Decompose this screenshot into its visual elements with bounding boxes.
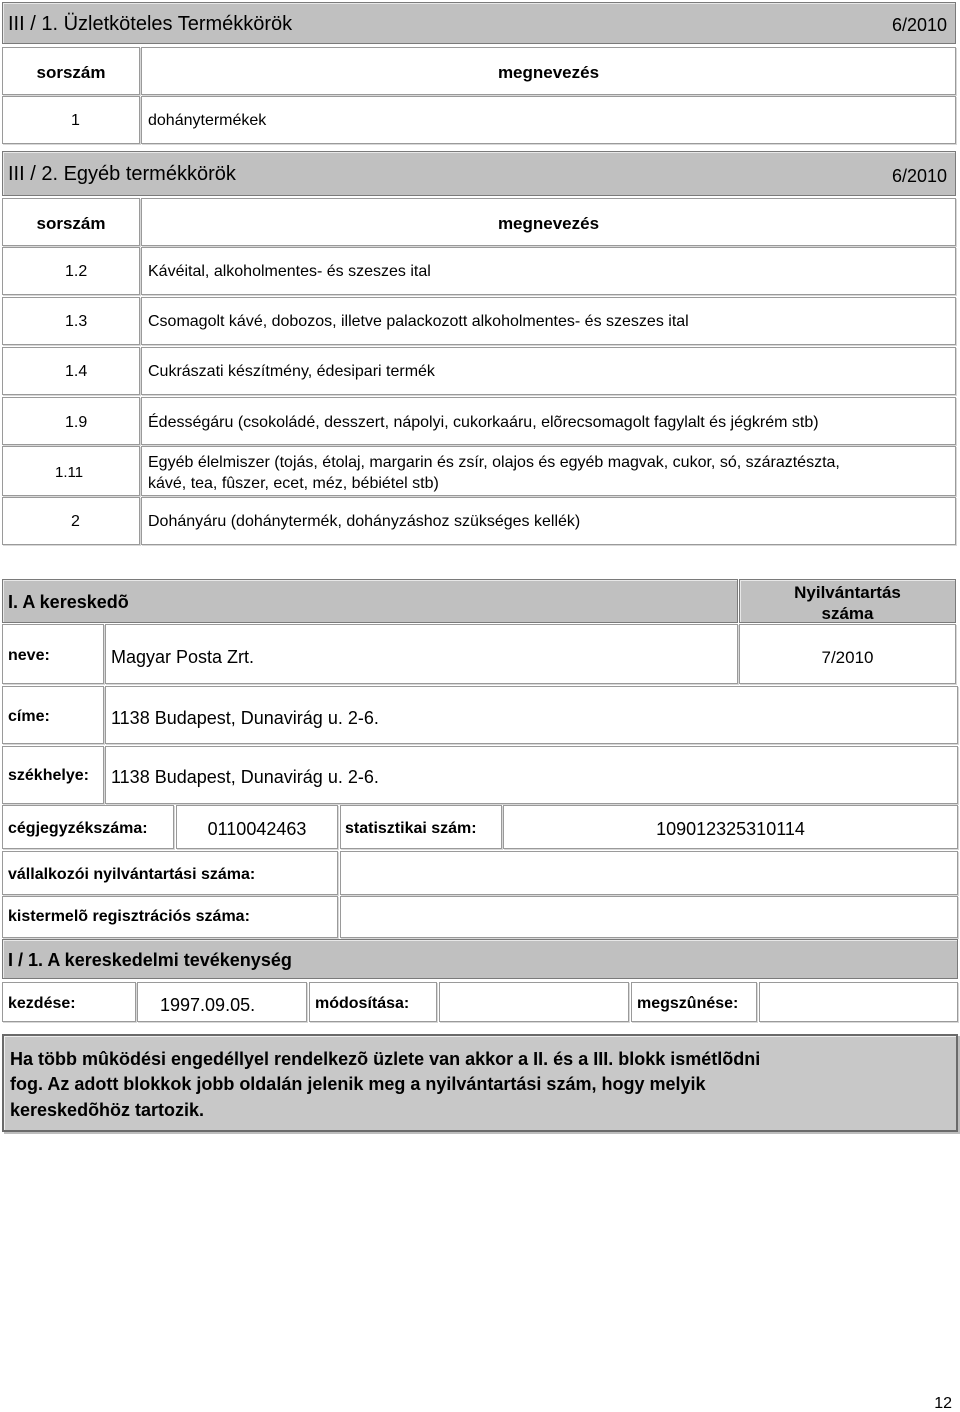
- end-label-cell: [631, 982, 757, 1022]
- end-value-cell: [759, 982, 958, 1022]
- mod-label: módosítása:: [315, 995, 410, 1012]
- name-label-cell: [2, 624, 104, 684]
- page-number: 12: [934, 1395, 952, 1412]
- stat-value: 109012325310114: [656, 819, 805, 839]
- farmer-value-cell: [340, 896, 958, 938]
- col-num-label: sorszám: [36, 63, 106, 82]
- table-row: [141, 497, 956, 545]
- table-row: [2, 347, 140, 395]
- row-num: 2: [71, 513, 80, 530]
- note-line-3: kereskedõhöz tartozik.: [10, 1100, 205, 1120]
- table-row: [141, 397, 956, 445]
- reg-number-value: 7/2010: [821, 648, 874, 667]
- row-num: 1.3: [65, 313, 88, 330]
- company-reg-value: 0110042463: [207, 819, 307, 839]
- activity-header: [2, 939, 958, 979]
- stat-value-cell: [503, 805, 958, 849]
- section1-col-num-header: [2, 47, 140, 95]
- table-row: [141, 96, 956, 144]
- row-name: Dohányáru (dohánytermék, dohányzáshoz szükséges kellék): [148, 513, 581, 530]
- note-line-1: Ha több mûködési engedéllyel rendelkezõ üzlete van akkor a II. és a III. blokk ismétlõdni: [10, 1049, 761, 1069]
- row-num: 1.4: [65, 363, 88, 380]
- reg-number-label-2: száma: [821, 604, 874, 623]
- table-row: [2, 247, 140, 295]
- table-row: [2, 96, 140, 144]
- table-row: [141, 446, 956, 496]
- entrepreneur-label-cell: [2, 851, 338, 895]
- row-name-line1: Egyéb élelmiszer (tojás, étolaj, margarin és zsír, olajos és egyéb magvak, cukor, só, száraztészta,: [148, 454, 840, 471]
- row-name-line2: kávé, tea, fûszer, ecet, méz, bébiétel stb): [148, 475, 439, 492]
- merchant-seat: 1138 Budapest, Dunavirág u. 2-6.: [111, 767, 379, 787]
- end-label: megszûnése:: [637, 995, 739, 1012]
- stat-label: statisztikai szám:: [345, 820, 477, 837]
- farmer-label: kistermelõ regisztrációs száma:: [8, 908, 250, 925]
- merchant-header: [2, 579, 738, 623]
- row-num: 1.11: [55, 464, 84, 481]
- table-row: [141, 247, 956, 295]
- row-num: 1: [71, 112, 80, 129]
- col-name-label: megnevezés: [497, 214, 600, 233]
- reg-number-header: [739, 579, 956, 623]
- seat-label-cell: [2, 746, 104, 804]
- start-label-cell: [2, 982, 136, 1022]
- row-name: Cukrászati készítmény, édesipari termék: [148, 363, 435, 380]
- company-reg-label: cégjegyzékszáma:: [8, 820, 148, 837]
- merchant-address: 1138 Budapest, Dunavirág u. 2-6.: [111, 708, 379, 728]
- seat-value-cell: [105, 746, 958, 804]
- section2-col-num-header: [2, 198, 140, 246]
- table-row: [2, 446, 140, 496]
- col-num-label: sorszám: [36, 214, 106, 233]
- name-value-cell: [105, 624, 738, 684]
- section1-header: [2, 2, 956, 44]
- farmer-label-cell: [2, 896, 338, 938]
- mod-value-cell: [439, 982, 629, 1022]
- start-label: kezdése:: [8, 995, 76, 1012]
- start-value-cell: [137, 982, 307, 1022]
- section2-title: III / 2. Egyéb termékkörök: [8, 163, 236, 185]
- table-row: [141, 297, 956, 345]
- note-line-2: fog. Az adott blokkok jobb oldalán jelenik meg a nyilvántartási szám, hogy melyik: [10, 1074, 706, 1094]
- table-row: [2, 297, 140, 345]
- section2-header: [2, 151, 956, 196]
- table-row: [2, 497, 140, 545]
- entrepreneur-value-cell: [340, 851, 958, 895]
- name-label: neve:: [8, 647, 50, 664]
- activity-title: I / 1. A kereskedelmi tevékenység: [8, 950, 292, 970]
- row-name: Édességáru (csokoládé, desszert, nápolyi, cukorkaáru, elõrecsomagolt fagylalt és jégkrém stb): [148, 414, 819, 431]
- merchant-title: I. A kereskedõ: [8, 592, 129, 612]
- entrepreneur-label: vállalkozói nyilvántartási száma:: [8, 866, 256, 883]
- section1-col-name-header: [141, 47, 956, 95]
- stat-label-cell: [340, 805, 502, 849]
- seat-label: székhelye:: [8, 767, 89, 784]
- col-name-label: megnevezés: [497, 63, 600, 82]
- table-row: [141, 347, 956, 395]
- company-reg-label-cell: [2, 805, 174, 849]
- row-num: 1.9: [65, 414, 88, 431]
- info-note: [2, 1034, 958, 1132]
- section1-date: 6/2010: [891, 15, 947, 35]
- reg-number-cell: [739, 624, 956, 684]
- address-label: címe:: [8, 708, 50, 725]
- row-name: dohánytermékek: [148, 112, 267, 129]
- mod-label-cell: [309, 982, 437, 1022]
- row-name: Kávéital, alkoholmentes- és szeszes ital: [148, 263, 431, 280]
- row-num: 1.2: [65, 263, 88, 280]
- section2-date: 6/2010: [891, 166, 947, 186]
- section1-title: III / 1. Üzletköteles Termékkörök: [8, 13, 293, 35]
- address-label-cell: [2, 686, 104, 744]
- address-value-cell: [105, 686, 958, 744]
- reg-number-label-1: Nyilvántartás: [794, 583, 901, 602]
- merchant-name: Magyar Posta Zrt.: [111, 647, 255, 667]
- section2-col-name-header: [141, 198, 956, 246]
- start-value: 1997.09.05.: [160, 995, 256, 1015]
- row-name: Csomagolt kávé, dobozos, illetve palackozott alkoholmentes- és szeszes ital: [148, 313, 689, 330]
- table-row: [2, 397, 140, 445]
- company-reg-value-cell: [176, 805, 338, 849]
